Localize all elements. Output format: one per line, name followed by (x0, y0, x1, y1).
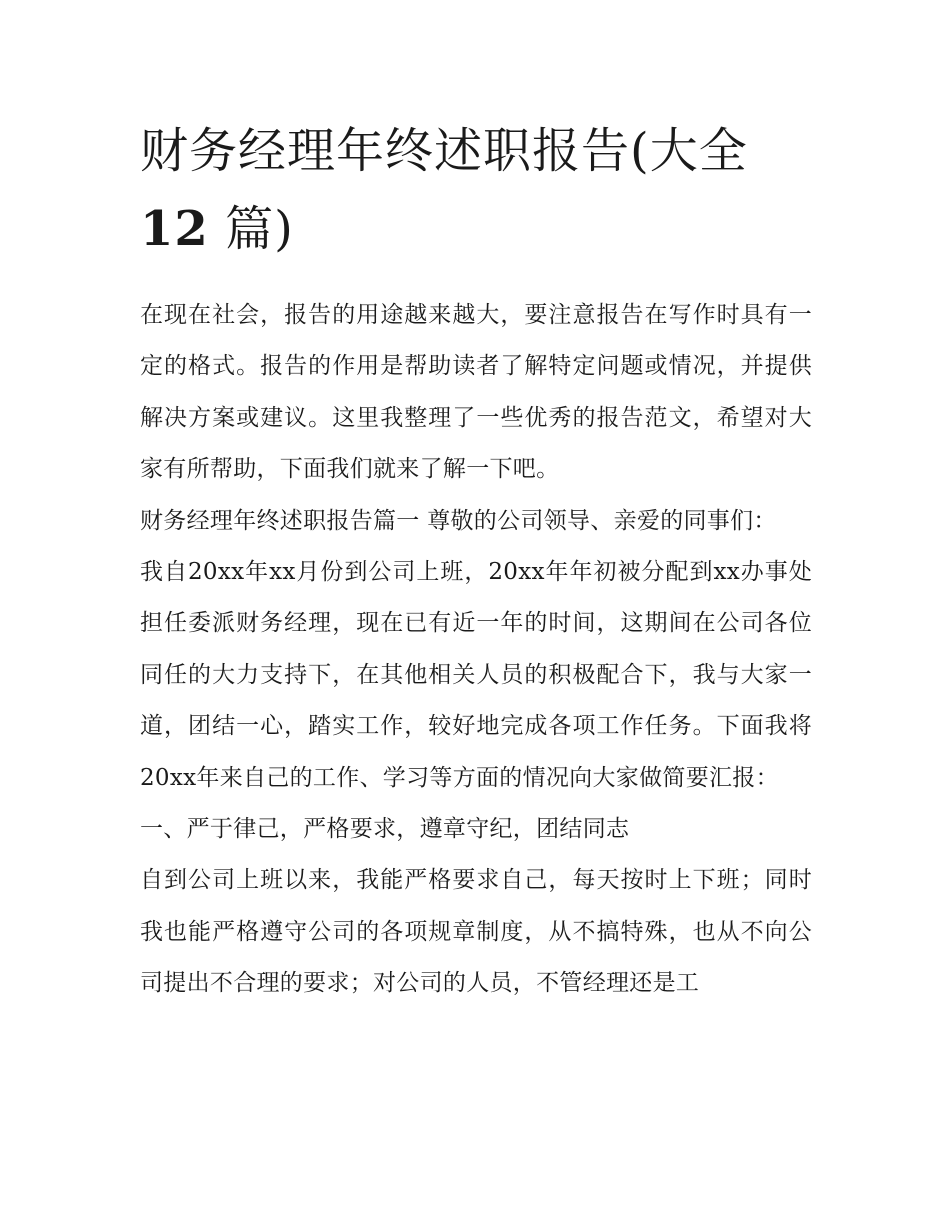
title-text-part1: 财务经理年终述职报告(大全 (140, 123, 748, 179)
paragraph-section-1: 自到公司上班以来，我能严格要求自己，每天按时上下班；同时我也能严格遵守公司的各项规章制度，从不搞特殊，也从不向公司提出不合理的要求；对公司的人员，不管经理还是工 (140, 867, 812, 997)
title-number: 12 (140, 201, 209, 257)
document-body (140, 290, 812, 1010)
document-page (140, 112, 812, 1010)
title-text-part2: 篇) (225, 201, 294, 257)
document-title (140, 112, 812, 268)
section-heading-1: 一、严于律己，严格要求，遵章守纪，团结同志 (140, 816, 630, 843)
paragraph-work-summary: 我自20xx年xx月份到公司上班，20xx年年初被分配到xx办事处担任委派财务经理，现在已有近一年的时间，这期间在公司各位同任的大力支持下，在其他相关人员的积极配合下，我与大家一道，团结一心，踏实工作，较好地完成各项工作任务。下面我将20xx年来自己的工作、学习等方面的情况向大家做简要汇报： (140, 559, 812, 791)
paragraph-intro: 在现在社会，报告的用途越来越大，要注意报告在写作时具有一定的格式。报告的作用是帮助读者了解特定问题或情况，并提供解决方案或建议。这里我整理了一些优秀的报告范文，希望对大家有所帮助，下面我们就来了解一下吧。 (140, 302, 812, 483)
paragraph-heading-salutation: 财务经理年终述职报告篇一 尊敬的公司领导、亲爱的同事们： (140, 507, 777, 534)
